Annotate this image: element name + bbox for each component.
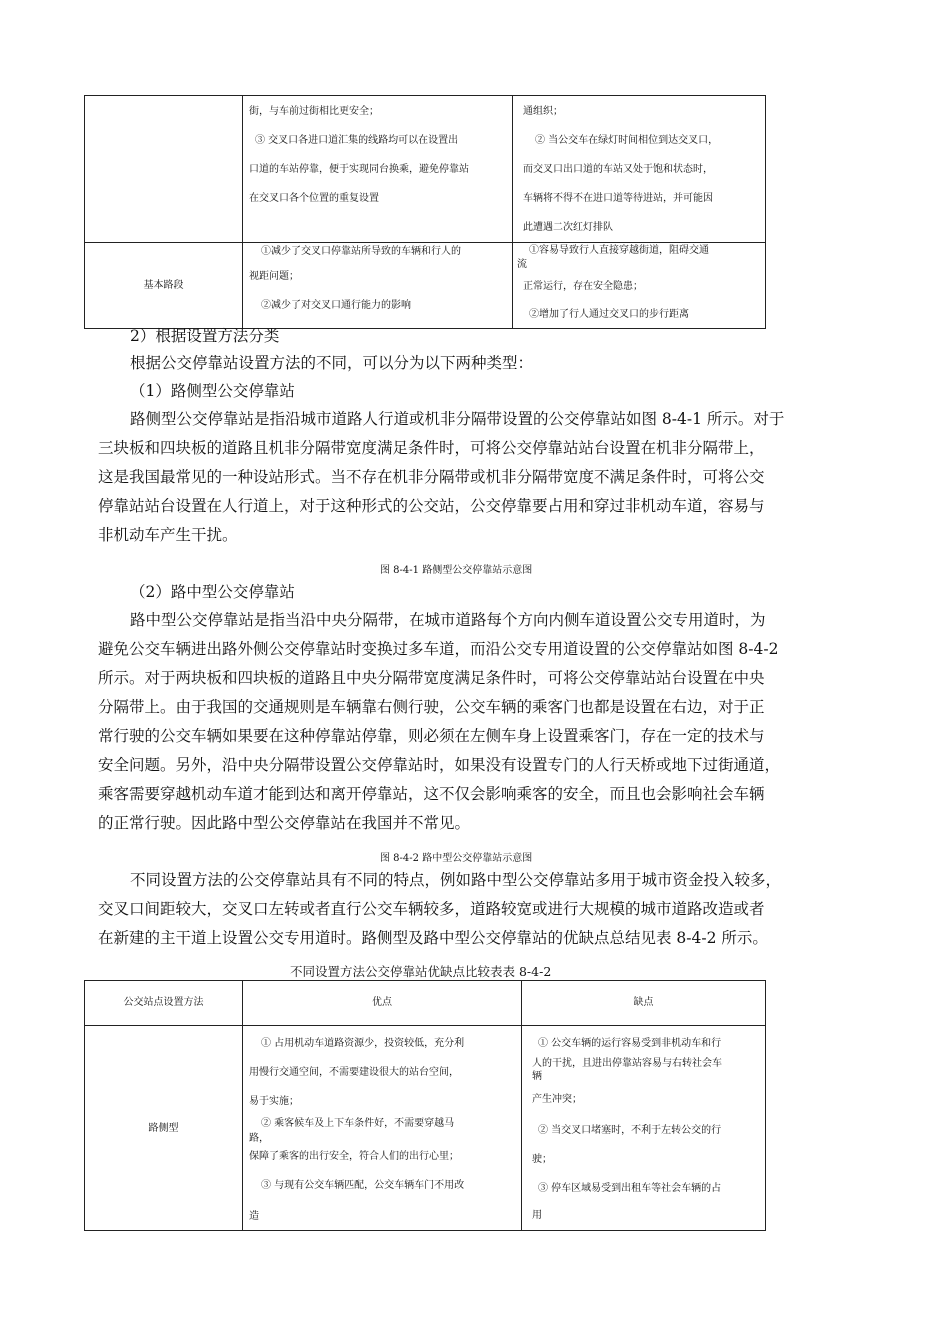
table-row [85,243,766,329]
cell-line: ② 乘客候车及上下车条件好，不需要穿越马 [261,1118,455,1129]
paragraph-line: 这是我国最常见的一种设站形式。当不存在机非分隔带或机非分隔带宽度不满足条件时，可将公交 [98,468,765,486]
cell-line: 此遭遇二次红灯排队 [523,222,613,233]
paragraph-line: 避免公交车辆进出路外侧公交停靠站时变换过多车道，而沿公交专用道设置的公交停靠站如图 8-4-2 [98,640,779,658]
comparison-table-continued [84,95,766,329]
table-row [85,1026,766,1231]
cell-line: 在交叉口各个位置的重复设置 [249,193,379,204]
paragraph-line: 分隔带上。由于我国的交通规则是车辆靠右侧行驶，公交车辆的乘客门也都是设置在右边，对于正 [98,698,765,716]
cell-line: 正常运行，存在安全隐患； [523,281,643,292]
paragraph-line: 非机动车产生干扰。 [98,526,238,544]
advantages-cell [243,243,513,329]
cell-line: ① 占用机动车道路资源少，投资较低，充分利 [261,1038,465,1049]
cell-line: 通组织； [523,106,563,117]
disadvantages-cell [513,243,766,329]
paragraph-line: 三块板和四块板的道路且机非分隔带宽度满足条件时，可将公交停靠站站台设置在机非分隔带上， [98,439,765,457]
paragraph-line: 所示。对于两块板和四块板的道路且中央分隔带宽度满足条件时，可将公交停靠站站台设置在中央 [98,669,765,687]
paragraph-line: 路中型公交停靠站是指当沿中央分隔带，在城市道路每个方向内侧车道设置公交专用道时，为 [130,611,766,629]
figure-caption: 图 8-4-2 路中型公交停靠站示意图 [380,853,533,864]
cell-line: ②增加了行人通过交叉口的步行距离 [529,309,689,320]
cell-line: 用慢行交通空间，不需要建设很大的站台空间， [249,1067,459,1078]
advantages-cell [243,1026,522,1231]
cell-line: ③ 与现有公交车辆匹配，公交车辆车门不用改 [261,1180,465,1191]
bus-stop-comparison-table [84,980,766,1231]
cell-line: 车辆将不得不在进口道等待进站，并可能因 [523,193,713,204]
cell-line: 路， [249,1133,269,1144]
section-heading: 2）根据设置方法分类 [130,327,280,345]
cell-line: 驶； [532,1154,552,1165]
paragraph-line: 的正常行驶。因此路中型公交停靠站在我国并不常见。 [98,814,471,832]
column-header: 优点 [243,981,522,1026]
disadvantages-cell [513,96,766,243]
column-header: 缺点 [522,981,766,1026]
row-label [85,96,243,243]
paragraph-line: 在新建的主干道上设置公交专用道时。路侧型及路中型公交停靠站的优缺点总结见表 8-4-2 所示。 [98,929,768,947]
cell-line: 易于实施； [249,1096,299,1107]
cell-line: ①容易导致行人直接穿越街道，阻碍交通 [529,245,709,256]
subsection-heading: （1）路侧型公交停靠站 [130,382,295,400]
disadvantages-cell [522,1026,766,1231]
advantages-cell [243,96,513,243]
cell-line: 用 [532,1210,542,1221]
cell-line: ①减少了交叉口停靠站所导致的车辆和行人的 [261,246,461,257]
cell-line: 视距问题； [249,271,299,282]
cell-line: 街，与车前过街相比更安全； [249,106,379,117]
cell-line: 而交叉口出口道的车站又处于饱和状态时， [523,164,713,175]
table-header-row [85,981,766,1026]
paragraph-line: 不同设置方法的公交停靠站具有不同的特点，例如路中型公交停靠站多用于城市资金投入较多， [130,871,782,889]
cell-line: ③ 停车区域易受到出租车等社会车辆的占 [538,1183,722,1194]
cell-line: ① 公交车辆的运行容易受到非机动车和行 [538,1038,722,1049]
cell-line: 造 [249,1211,259,1222]
figure-caption: 图 8-4-1 路侧型公交停靠站示意图 [380,565,533,576]
table-row [85,96,766,243]
row-label: 路侧型 [85,1026,243,1231]
cell-line: 保障了乘客的出行安全，符合人们的出行心里； [249,1151,459,1162]
table-caption: 不同设置方法公交停靠站优缺点比较表表 8-4-2 [290,964,552,979]
column-header: 公交站点设置方法 [85,981,243,1026]
paragraph-line: 安全问题。另外，沿中央分隔带设置公交停靠站时，如果没有设置专门的人行天桥或地下过街通道， [98,756,781,774]
cell-line: 流 [517,259,527,270]
row-label: 基本路段 [85,243,243,329]
paragraph-line: 乘客需要穿越机动车道才能到达和离开停靠站，这不仅会影响乘客的安全，而且也会影响社会车辆 [98,785,765,803]
cell-line: 口道的车站停靠，便于实现同台换乘，避免停靠站 [249,164,469,175]
subsection-heading: （2）路中型公交停靠站 [130,583,295,601]
paragraph-line: 路侧型公交停靠站是指沿城市道路人行道或机非分隔带设置的公交停靠站如图 8-4-1 所示。对于 [130,410,785,428]
cell-line: ②减少了对交叉口通行能力的影响 [261,300,411,311]
cell-line: ③ 交叉口各进口道汇集的线路均可以在设置出 [255,135,459,146]
paragraph-line: 交叉口间距较大，交叉口左转或者直行公交车辆较多，道路较宽或进行大规模的城市道路改造或者 [98,900,765,918]
paragraph-line: 停靠站站台设置在人行道上，对于这种形式的公交站，公交停靠要占用和穿过非机动车道，容易与 [98,497,765,515]
cell-line: 辆 [532,1071,542,1082]
cell-line: 人的干扰，且进出停靠站容易与右转社会车 [532,1058,722,1069]
cell-line: 产生冲突； [532,1094,582,1105]
paragraph: 根据公交停靠站设置方法的不同，可以分为以下两种类型： [130,354,534,372]
cell-line: ② 当交叉口堵塞时，不利于左转公交的行 [538,1125,722,1136]
paragraph-line: 常行驶的公交车辆如果要在这种停靠站停靠，则必须在左侧车身上设置乘客门，存在一定的技术与 [98,727,765,745]
cell-line: ② 当公交车在绿灯时间相位到达交叉口， [535,135,719,146]
